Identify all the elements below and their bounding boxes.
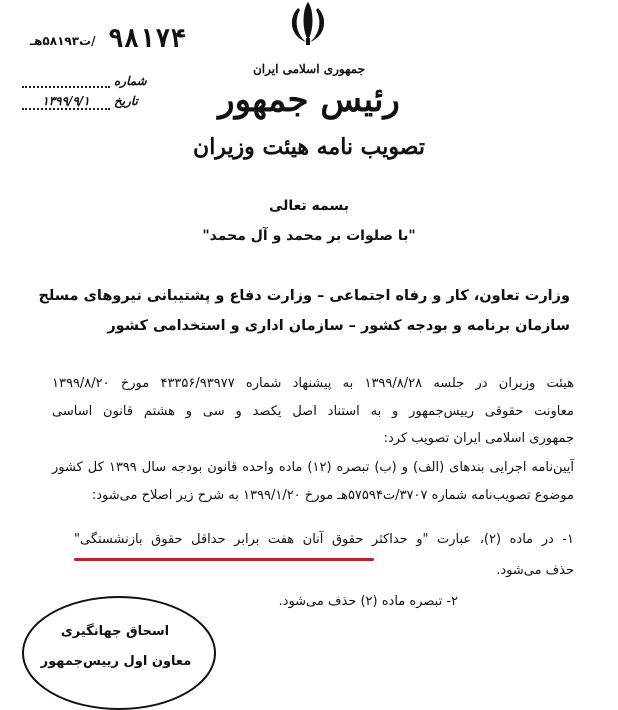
date-label: تاریخ [114, 94, 138, 108]
date-value: ۱۳۹۹/۹/۱ [22, 94, 110, 110]
salutation-line-2: "با صلوات بر محمد و آل محمد" [202, 228, 416, 244]
signature-oval [22, 596, 216, 710]
body-line: ۲- تبصره ماده (۲) حذف می‌شود. [278, 594, 458, 609]
body-line: موضوع تصویب‌نامه شماره ۳۷۰۷/ت۵۷۵۹۴هـ مورخ ۱۳۹۹/۱/۲۰ به شرح زیر اصلاح می‌شود: [91, 488, 574, 503]
recipients-line: سازمان برنامه و بودجه کشور – سازمان اداری و استخدامی کشور [107, 318, 570, 334]
body-line: معاونت حقوقی رییس‌جمهور و به استناد اصل یکصد و سی و هشتم قانون اساسی [52, 404, 574, 419]
letter-number: ۹۸۱۷۴ [108, 24, 187, 54]
recipients-line: وزارت تعاون، کار و رفاه اجتماعی – وزارت دفاع و پشتیبانی نیروهای مسلح [38, 288, 570, 304]
signatory-name: اسحاق جهانگیری [60, 624, 170, 639]
office-title: رئیس جمهور [218, 80, 400, 120]
reference-code: /ت۵۸۱۹۳هـ [30, 34, 96, 48]
body-line: حذف می‌شود. [496, 563, 574, 578]
country-name: جمهوری اسلامی ایران [252, 62, 366, 76]
body-line: هیئت وزیران در جلسه ۱۳۹۹/۸/۲۸ به پیشنهاد شماره ۴۳۳۵۶/۹۳۹۷۷ مورخ ۱۳۹۹/۸/۲۰ [52, 376, 574, 391]
body-line: آیین‌نامه اجرایی بندهای (الف) و (ب) تبصره (۱۲) ماده واحده قانون بودجه سال ۱۳۹۹ کل کشور [52, 460, 574, 475]
number-label: شماره [114, 74, 147, 88]
body-line: جمهوری اسلامی ایران تصویب کرد: [383, 431, 574, 446]
red-underline [74, 558, 374, 561]
document-subtitle: تصویب نامه هیئت وزیران [193, 134, 425, 160]
iran-emblem-icon [286, 0, 330, 46]
signatory-title: معاون اول رییس‌جمهور [40, 654, 192, 669]
body-line: ۱- در ماده (۲)، عبارت "و حداکثر حقوق آنان هفت برابر حداقل حقوق بازنشستگی" [74, 532, 574, 547]
salutation-line-1: بسمه تعالی [268, 198, 350, 214]
